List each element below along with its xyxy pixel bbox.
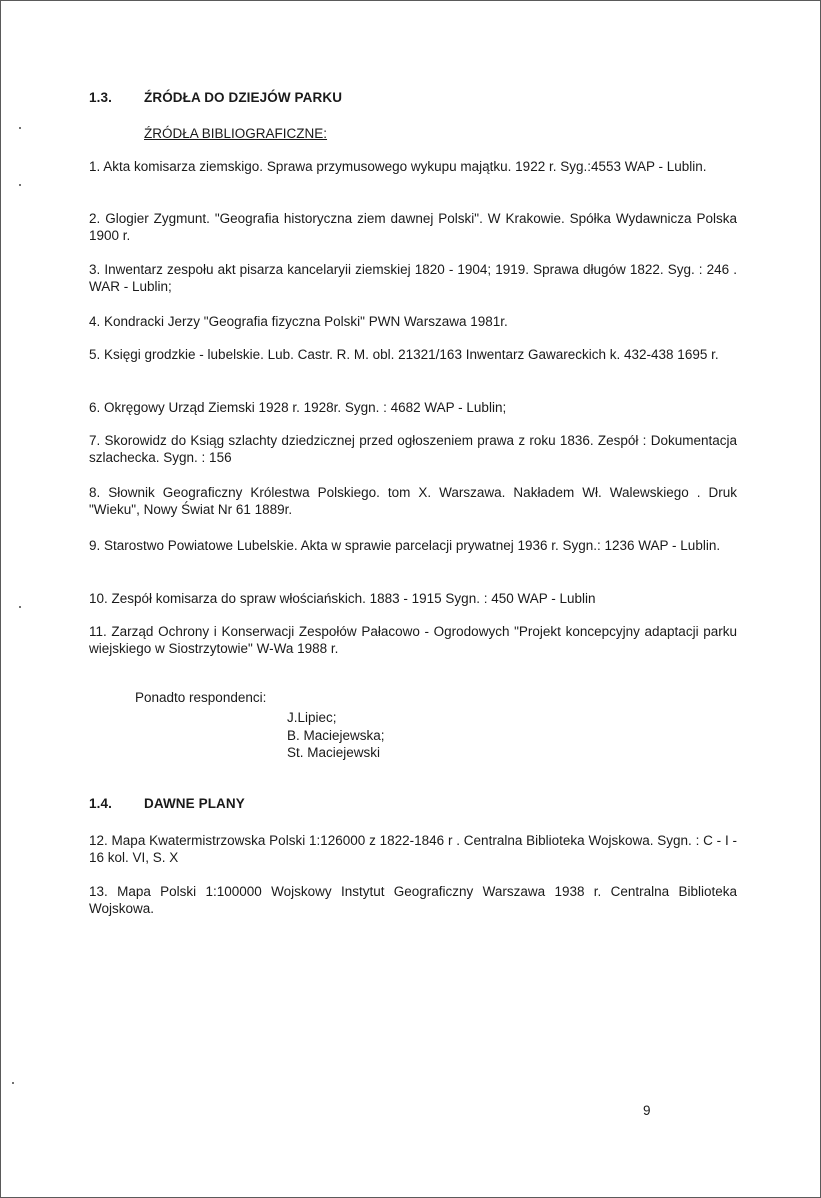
respondent-name: J.Lipiec; <box>287 710 337 725</box>
scan-speck <box>12 1082 14 1084</box>
plan-item: 12. Mapa Kwatermistrzowska Polski 1:126000 z 1822-1846 r . Centralna Biblioteka Wojskowa. Sygn. : C - I - 16 kol. VI, S. X <box>89 833 737 865</box>
bibliography-item: 2. Glogier Zygmunt. "Geografia historyczna ziem dawnej Polski". W Krakowie. Spółka Wydawnicza Polska 1900 r. <box>89 211 737 243</box>
bibliography-item: 10. Zespół komisarza do spraw włościańskich. 1883 - 1915 Sygn. : 450 WAP - Lublin <box>89 591 596 606</box>
section-heading-old-plans <box>89 796 245 811</box>
bibliography-item: 4. Kondracki Jerzy "Geografia fizyczna Polski" PWN Warszawa 1981r. <box>89 314 508 329</box>
respondents-list <box>287 709 385 762</box>
bibliography-item: 3. Inwentarz zespołu akt pisarza kancelaryii ziemskiej 1820 - 1904; 1919. Sprawa długów 1822. Syg. : 246 . WAR - Lublin; <box>89 262 737 294</box>
bibliography-item: 8. Słownik Geograficzny Królestwa Polskiego. tom X. Warszawa. Nakładem Wł. Walewskiego . Druk "Wieku", Nowy Świat Nr 61 1889r. <box>89 485 737 517</box>
section-title: DAWNE PLANY <box>144 796 245 811</box>
section-number: 1.3. <box>89 90 112 105</box>
scan-speck <box>19 127 21 129</box>
bibliography-item: 1. Akta komisarza ziemskigo. Sprawa przymusowego wykupu majątku. 1922 r. Syg.:4553 WAP - Lublin. <box>89 159 707 174</box>
page-number: 9 <box>643 1103 651 1118</box>
bibliography-item: 6. Okręgowy Urząd Ziemski 1928 r. 1928r. Sygn. : 4682 WAP - Lublin; <box>89 400 507 415</box>
section-title: ŹRÓDŁA DO DZIEJÓW PARKU <box>144 90 343 105</box>
bibliography-item: 11. Zarząd Ochrony i Konserwacji Zespołów Pałacowo - Ogrodowych "Projekt koncepcyjny adaptacji parku wiejskiego w Siostrzytowie" W-Wa 1988 r. <box>89 624 737 656</box>
bibliography-item: 7. Skorowidz do Ksiąg szlachty dziedzicznej przed ogłoszeniem prawa z roku 1836. Zespół : Dokumentacja szlachecka. Sygn. : 156 <box>89 433 737 465</box>
bibliography-item: 5. Księgi grodzkie - lubelskie. Lub. Castr. R. M. obl. 21321/163 Inwentarz Gawareckich k. 432-438 1695 r. <box>89 347 719 362</box>
scan-speck <box>19 184 21 186</box>
scan-speck <box>19 606 21 608</box>
section-heading-sources <box>89 90 342 105</box>
respondents-label: Ponadto respondenci: <box>135 690 267 705</box>
section-number: 1.4. <box>89 796 112 811</box>
respondent-name: B. Maciejewska; <box>287 727 385 743</box>
subheading-bibliographic <box>89 126 327 141</box>
plan-item: 13. Mapa Polski 1:100000 Wojskowy Instytut Geograficzny Warszawa 1938 r. Centralna Biblioteka Wojskowa. <box>89 884 737 916</box>
subheading-text: ŹRÓDŁA BIBLIOGRAFICZNE: <box>144 126 328 141</box>
respondent-name: St. Maciejewski <box>287 745 381 760</box>
bibliography-item: 9. Starostwo Powiatowe Lubelskie. Akta w sprawie parcelacji prywatnej 1936 r. Sygn.: 1236 WAP - Lublin. <box>89 538 721 553</box>
